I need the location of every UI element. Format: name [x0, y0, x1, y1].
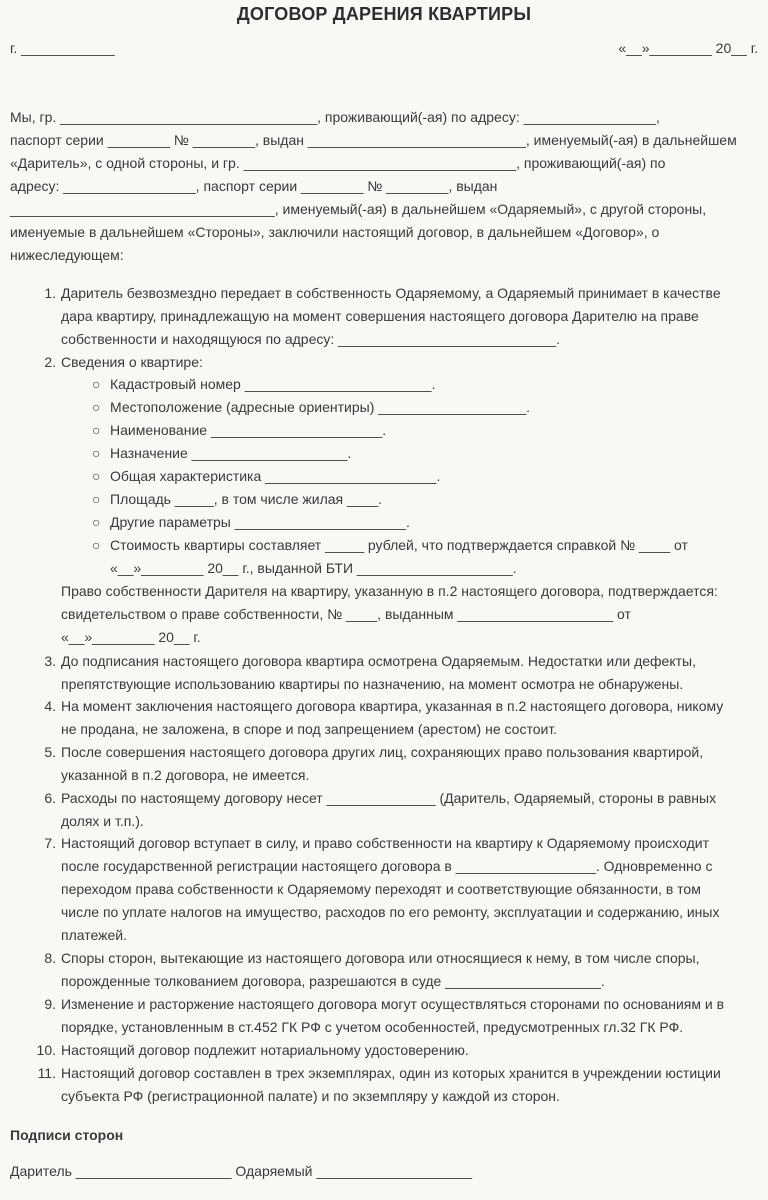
detail-item: Стоимость квартиры составляет _____ рублей, что подтверждается справкой № ____ от: [110, 537, 688, 553]
clause-number: 1.: [44, 285, 56, 301]
clause-line: До подписания настоящего договора квартира осмотрена Одаряемым. Недостатки или дефекты,: [61, 653, 696, 669]
detail-item: Назначение ____________________.: [110, 445, 352, 461]
clause-line: Настоящий договор подлежит нотариальному удостоверению.: [61, 1042, 469, 1058]
clause-line: указанной в п.2 договора, не имеется.: [61, 767, 310, 783]
bullet-icon: ○: [92, 422, 101, 438]
ownership-line: Право собственности Дарителя на квартиру, указанную в п.2 настоящего договора, подтверждается:: [61, 583, 718, 599]
intro-line: адресу: _________________, паспорт серии ________ № ________, выдан: [10, 178, 498, 194]
signatures-heading: Подписи сторон: [10, 1127, 124, 1143]
detail-item-continuation: «__»________ 20__ г., выданной БТИ ____________________.: [110, 560, 517, 576]
clause-line: Настоящий договор составлен в трех экземплярах, один из которых хранится в учреждении юстиции: [61, 1065, 721, 1081]
signatures-line: Даритель ____________________ Одаряемый ____________________: [10, 1163, 473, 1179]
bullet-icon: ○: [92, 376, 101, 392]
intro-line: нижеследующем:: [10, 247, 124, 263]
clause-line: Сведения о квартире:: [61, 354, 203, 370]
clause-line: Споры сторон, вытекающие из настоящего договора или относящиеся к нему, в том числе споры,: [61, 950, 700, 966]
clause-line: препятствующие использованию квартиры по назначению, на момент осмотра не обнаружены.: [61, 676, 684, 692]
intro-line: именуемые в дальнейшем «Стороны», заключили настоящий договор, в дальнейшем «Договор», о: [10, 224, 660, 240]
clause-line: Изменение и расторжение настоящего договора могут осуществляться сторонами по основаниям и в: [61, 996, 725, 1012]
clause-line: не продана, не заложена, в споре и под запрещением (арестом) не состоит.: [61, 721, 558, 737]
clause-line: Настоящий договор вступает в силу, и право собственности на квартиру к Одаряемому происходит: [61, 835, 710, 851]
clause-line: числе по уплате налогов на имущество, расходов по его ремонту, эксплуатации и содержанию, иных: [61, 904, 720, 920]
clause-line: субъекта РФ (регистрационной палате) и по экземпляру у каждой из сторон.: [61, 1088, 560, 1104]
bullet-icon: ○: [92, 399, 101, 415]
intro-line: «Даритель», с одной стороны, и гр. ___________________________________, проживающий(-ая) по: [10, 155, 666, 171]
date-field: «__»________ 20__ г.: [618, 40, 758, 56]
bullet-icon: ○: [92, 537, 101, 553]
clause-line: дара квартиру, принадлежащую на момент совершения настоящего договора Дарителю на праве: [61, 308, 699, 324]
clause-number: 4.: [44, 698, 56, 714]
clause-line: После совершения настоящего договора других лиц, сохраняющих право пользования квартирой,: [61, 744, 704, 760]
intro-line: паспорт серии ________ № ________, выдан ____________________________, именуемый(-ая) в дальнейшем: [10, 132, 737, 148]
clause-line: Расходы по настоящему договору несет ______________ (Даритель, Одаряемый, стороны в равных: [61, 790, 717, 806]
clause-number: 10.: [36, 1042, 56, 1058]
clause-line: платежей.: [61, 927, 127, 943]
clause-number: 9.: [44, 996, 56, 1012]
clause-line: порядке, установленным в ст.452 ГК РФ с учетом особенностей, предусмотренных гл.32 ГК РФ.: [61, 1019, 684, 1035]
ownership-line: «__»________ 20__ г.: [61, 629, 201, 645]
clause-number: 2.: [44, 354, 56, 370]
ownership-line: свидетельством о праве собственности, № ____, выданным ____________________ от: [61, 606, 631, 622]
detail-item: Площадь _____, в том числе жилая ____.: [110, 491, 383, 507]
intro-line: Мы, гр. _________________________________, проживающий(-ая) по адресу: _________________,: [10, 109, 660, 125]
clause-number: 8.: [44, 950, 56, 966]
bullet-icon: ○: [92, 491, 101, 507]
document-title: ДОГОВОР ДАРЕНИЯ КВАРТИРЫ: [236, 4, 532, 24]
detail-item: Местоположение (адресные ориентиры) ___________________.: [110, 399, 531, 415]
detail-item: Другие параметры ______________________.: [110, 514, 410, 530]
clause-line: долях и т.п.).: [61, 813, 144, 829]
clause-line: собственности и находящуюся по адресу: ____________________________.: [61, 331, 561, 347]
detail-item: Кадастровый номер ________________________.: [110, 376, 436, 392]
bullet-icon: ○: [92, 445, 101, 461]
detail-item: Общая характеристика ______________________.: [110, 468, 441, 484]
bullet-icon: ○: [92, 514, 101, 530]
clause-number: 6.: [44, 790, 56, 806]
clause-line: Даритель безвозмездно передает в собственность Одаряемому, а Одаряемый принимает в качестве: [61, 285, 721, 301]
clause-line: после государственной регистрации настоящего договора в __________________. Одновременно с: [61, 858, 713, 874]
clause-line: порожденные толкованием договора, разрешаются в суде ____________________.: [61, 973, 605, 989]
clause-line: переходом права собственности к Одаряемому переходят и соответствующие обязанности, в том: [61, 881, 701, 897]
clause-line: На момент заключения настоящего договора квартира, указанная в п.2 настоящего договора, никому: [61, 698, 724, 714]
clause-number: 11.: [37, 1065, 56, 1081]
clause-number: 5.: [44, 744, 56, 760]
detail-item: Наименование ______________________.: [110, 422, 387, 438]
clause-number: 3.: [44, 653, 56, 669]
bullet-icon: ○: [92, 468, 101, 484]
city-field: г. ____________: [10, 40, 115, 56]
clause-number: 7.: [44, 835, 56, 851]
intro-line: __________________________________, именуемый(-ая) в дальнейшем «Одаряемый», с другой стороны,: [10, 201, 707, 217]
